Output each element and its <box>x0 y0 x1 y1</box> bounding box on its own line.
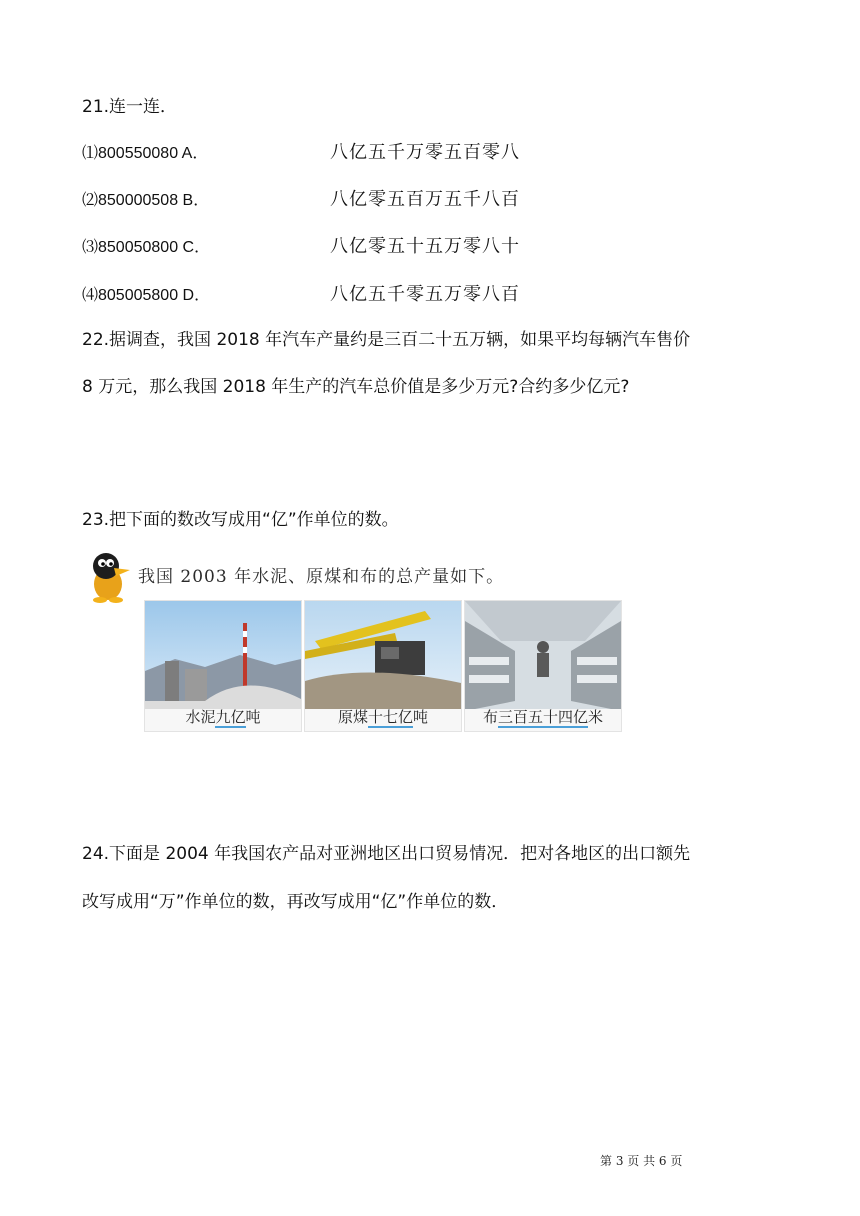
label-prefix: 原煤 <box>337 708 368 726</box>
cement-label <box>145 706 301 727</box>
cement-panel <box>144 600 302 732</box>
q21-number: ⑶850050800 C． <box>82 239 211 256</box>
q21-number: ⑷805005800 D． <box>82 287 211 304</box>
label-amount: 十七亿 <box>367 708 413 726</box>
label-unit: 吨 <box>413 708 429 726</box>
q24-line-2: 改写成用“万”作单位的数，再改写成用“亿”作单位的数． <box>82 892 509 912</box>
figure-caption: 我国 2003 年水泥、原煤和布的总产量如下。 <box>138 567 505 587</box>
q21-words: 八亿零五十五万零八十 <box>330 236 520 257</box>
q21-number: ⑴800550080 A． <box>82 145 209 162</box>
coal-label <box>305 706 461 727</box>
q21-words: 八亿零五百万五千八百 <box>330 189 520 210</box>
page-footer: 第 3 页 共 6 页 <box>600 1154 683 1168</box>
q23-title: 23.把下面的数改写成用“亿”作单位的数。 <box>82 510 399 530</box>
q21-row-4 <box>82 284 520 307</box>
label-amount: 九亿 <box>215 708 246 726</box>
q24-line-1: 24.下面是 2004 年我国农产品对亚洲地区出口贸易情况．把对各地区的出口额先 <box>82 844 691 864</box>
label-unit: 米 <box>588 708 604 726</box>
coal-panel <box>304 600 462 732</box>
textile-panel <box>464 600 622 732</box>
production-figure <box>88 548 624 738</box>
label-prefix: 水泥 <box>185 708 216 726</box>
label-prefix: 布 <box>482 708 498 726</box>
label-unit: 吨 <box>245 708 261 726</box>
label-amount: 三百五十四亿 <box>497 708 588 726</box>
q21-row-2 <box>82 189 520 212</box>
q22-line-1: 22.据调查，我国 2018 年汽车产量约是三百二十五万辆，如果平均每辆汽车售价 <box>82 330 691 350</box>
q21-row-1 <box>82 142 520 165</box>
q22-line-2: 8 万元，那么我国 2018 年生产的汽车总价值是多少万元?合约多少亿元? <box>82 377 630 397</box>
q21-number: ⑵850000508 B． <box>82 192 210 209</box>
q21-row-3 <box>82 236 520 259</box>
textile-label <box>465 706 621 727</box>
q21-title: 21.连一连． <box>82 97 178 117</box>
q21-words: 八亿五千零五万零八百 <box>330 284 520 305</box>
duck-mascot-icon <box>88 550 134 604</box>
q21-words: 八亿五千万零五百零八 <box>330 142 520 163</box>
